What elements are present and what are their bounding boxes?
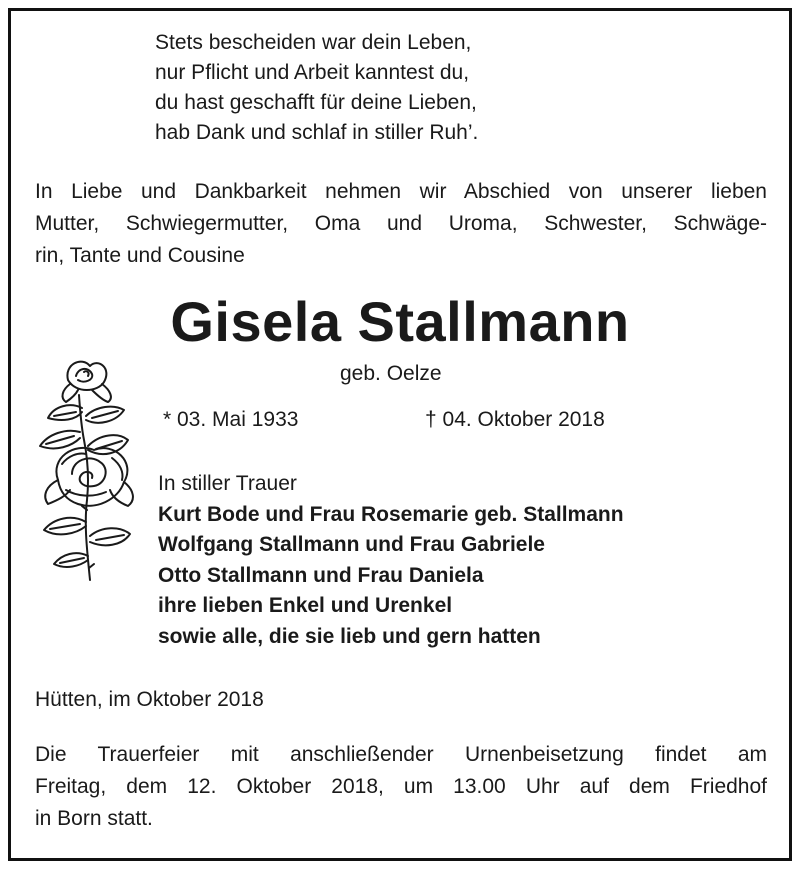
intro-line: rin, Tante und Cousine [35, 244, 245, 267]
poem-line: du hast geschafft für deine Lieben, [155, 91, 477, 114]
poem-line: nur Pflicht und Arbeit kanntest du, [155, 61, 470, 84]
mourners-block [158, 469, 624, 653]
deceased-name: Gisela Stallmann [170, 290, 630, 353]
mourner-line: Otto Stallmann und Frau Daniela [158, 563, 484, 587]
mourner-line: Kurt Bode und Frau Rosemarie geb. Stallmann [158, 502, 624, 526]
intro-line: Mutter, Schwiegermutter, Oma und Uroma, Schwester, Schwäge- [35, 212, 767, 235]
poem-line: Stets bescheiden war dein Leben, [155, 31, 472, 54]
mourner-line: sowie alle, die sie lieb und gern hatten [158, 624, 541, 648]
mourner-line: Wolfgang Stallmann und Frau Gabriele [158, 533, 545, 557]
ceremony-notice [35, 739, 767, 835]
maiden-name: geb. Oelze [340, 362, 442, 385]
mourner-line: ihre lieben Enkel und Urenkel [158, 594, 453, 618]
intro-line: In Liebe und Dankbarkeit nehmen wir Abschied von unserer lieben [35, 180, 767, 203]
birth-date: * 03. Mai 1933 [163, 408, 299, 431]
farewell-intro [35, 176, 767, 272]
ceremony-line: in Born statt. [35, 807, 153, 830]
ceremony-line: Die Trauerfeier mit anschließender Urnenbeisetzung findet am [35, 743, 767, 766]
poem-line: hab Dank und schlaf in stiller Ruh’. [155, 121, 479, 144]
place-and-date: Hütten, im Oktober 2018 [35, 688, 264, 711]
mourning-heading: In stiller Trauer [158, 472, 297, 495]
rose-icon [32, 350, 142, 590]
ceremony-line: Freitag, dem 12. Oktober 2018, um 13.00 Uhr auf dem Friedhof [35, 775, 767, 798]
poem [155, 28, 478, 148]
death-date: † 04. Oktober 2018 [425, 408, 605, 431]
